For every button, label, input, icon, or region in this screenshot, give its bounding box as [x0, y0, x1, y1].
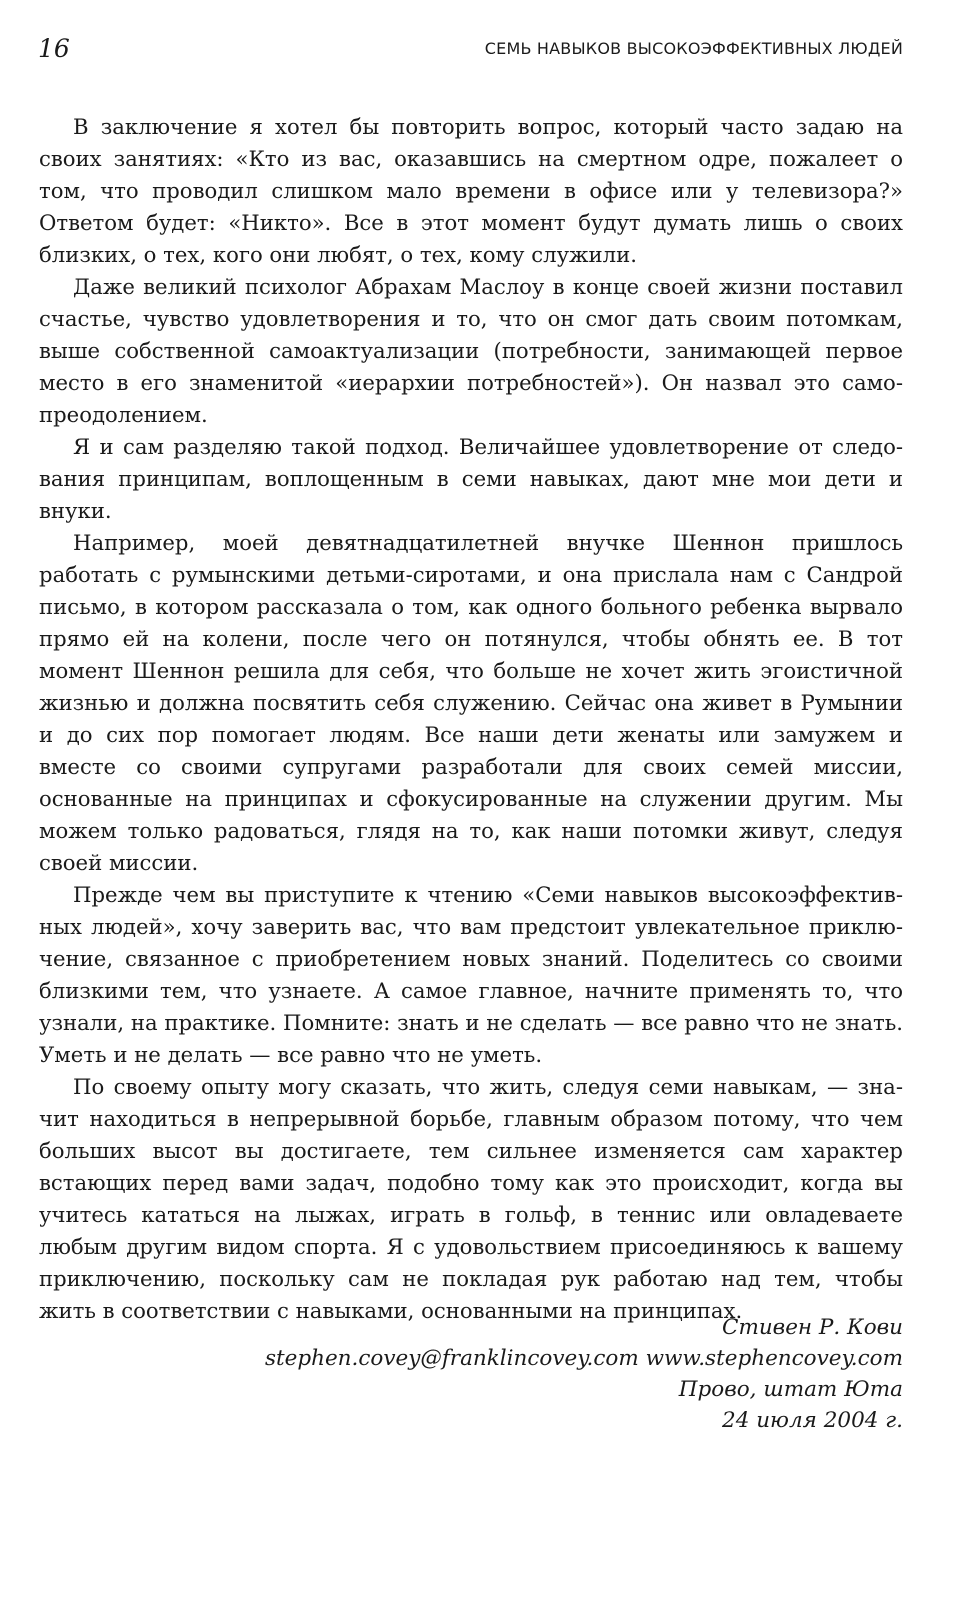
paragraph-3: Я и сам разделяю такой подход. Величайшее удовлетворение от следования принципам, воплощенным в семи навыках, дают мне мои дети и внуки. — [39, 434, 903, 523]
paragraph-2: Даже великий психолог Абрахам Маслоу в конце своей жизни поставил счастье, чувство удовлетворения и то, что он смог дать своим потомкам, выше собственной самоактуализации (потребности, занимающей первое место в его знаменитой «иерархии потребностей»). Он назвал это самопреодолением. — [39, 274, 903, 427]
paragraph-5: Прежде чем вы приступите к чтению «Семи навыков высокоэффективных людей», хочу заверить вас, что вам предстоит увлекательное приключение, связанное с приобретением новых знаний. Поделитесь со своими близкими тем, что узнаете. А самое главное, начните применять то, что узнали, на практике. Помните: знать и не сделать — все равно что не знать. Уметь и не делать — все равно что не уметь. — [39, 882, 903, 1067]
paragraph-1: В заключение я хотел бы повторить вопрос, который часто задаю на своих занятиях: «Кто из вас, оказавшись на смертном одре, пожалеет о том, что проводил слишком мало времени в офисе или у телевизора?» Ответом будет: «Никто». Все в этот момент будут думать лишь о своих близких, о тех, кого они любят, о тех, кому служили. — [39, 114, 903, 267]
signature-place: Прово, штат Юта — [678, 1377, 903, 1402]
signature-date: 24 июля 2004 г. — [722, 1408, 903, 1433]
paragraph-6: По своему опыту могу сказать, что жить, следуя семи навыкам, — значит находиться в непрерывной борьбе, главным образом потому, что чем больших высот вы достигаете, тем сильнее изменяется сам характер встающих перед вами задач, подобно тому как это происходит, когда вы учитесь кататься на лыжах, играть в гольф, в теннис или овладеваете любым другим видом спорта. Я с удовольствием присоединяюсь к вашему приключению, поскольку сам не покладая рук работаю над тем, чтобы жить в соответствии с навыками, основанными на принципах. — [39, 1074, 903, 1323]
author-name: Стивен Р. Кови — [722, 1315, 903, 1340]
paragraph-4: Например, моей девятнадцатилетней внучке Шеннон пришлось работать с румынскими детьми-сиротами, и она прислала нам с Сандрой письмо, в котором рассказала о том, как одного больного ребенка вырвало прямо ей на колени, после чего он потянулся, чтобы обнять ее. В тот момент Шеннон решила для себя, что больше не хочет жить эгоистичной жизнью и должна посвятить себя служению. Сейчас она живет в Румынии и до сих пор помогает людям. Все наши дети женаты или замужем и вместе со своими супругами разработали для своих семей миссии, основанные на принципах и сфокусированные на служении другим. Мы можем только радоваться, глядя на то, как наши потомки живут, следуя своей миссии. — [39, 530, 903, 875]
author-contacts: stephen.covey@franklincovey.com www.stephencovey.com — [264, 1346, 903, 1371]
body-text — [39, 111, 903, 1327]
page-number: 16 — [38, 34, 70, 63]
running-title: СЕМЬ НАВЫКОВ ВЫСОКОЭФФЕКТИВНЫХ ЛЮДЕЙ — [484, 39, 903, 58]
signature-block — [265, 1312, 903, 1436]
